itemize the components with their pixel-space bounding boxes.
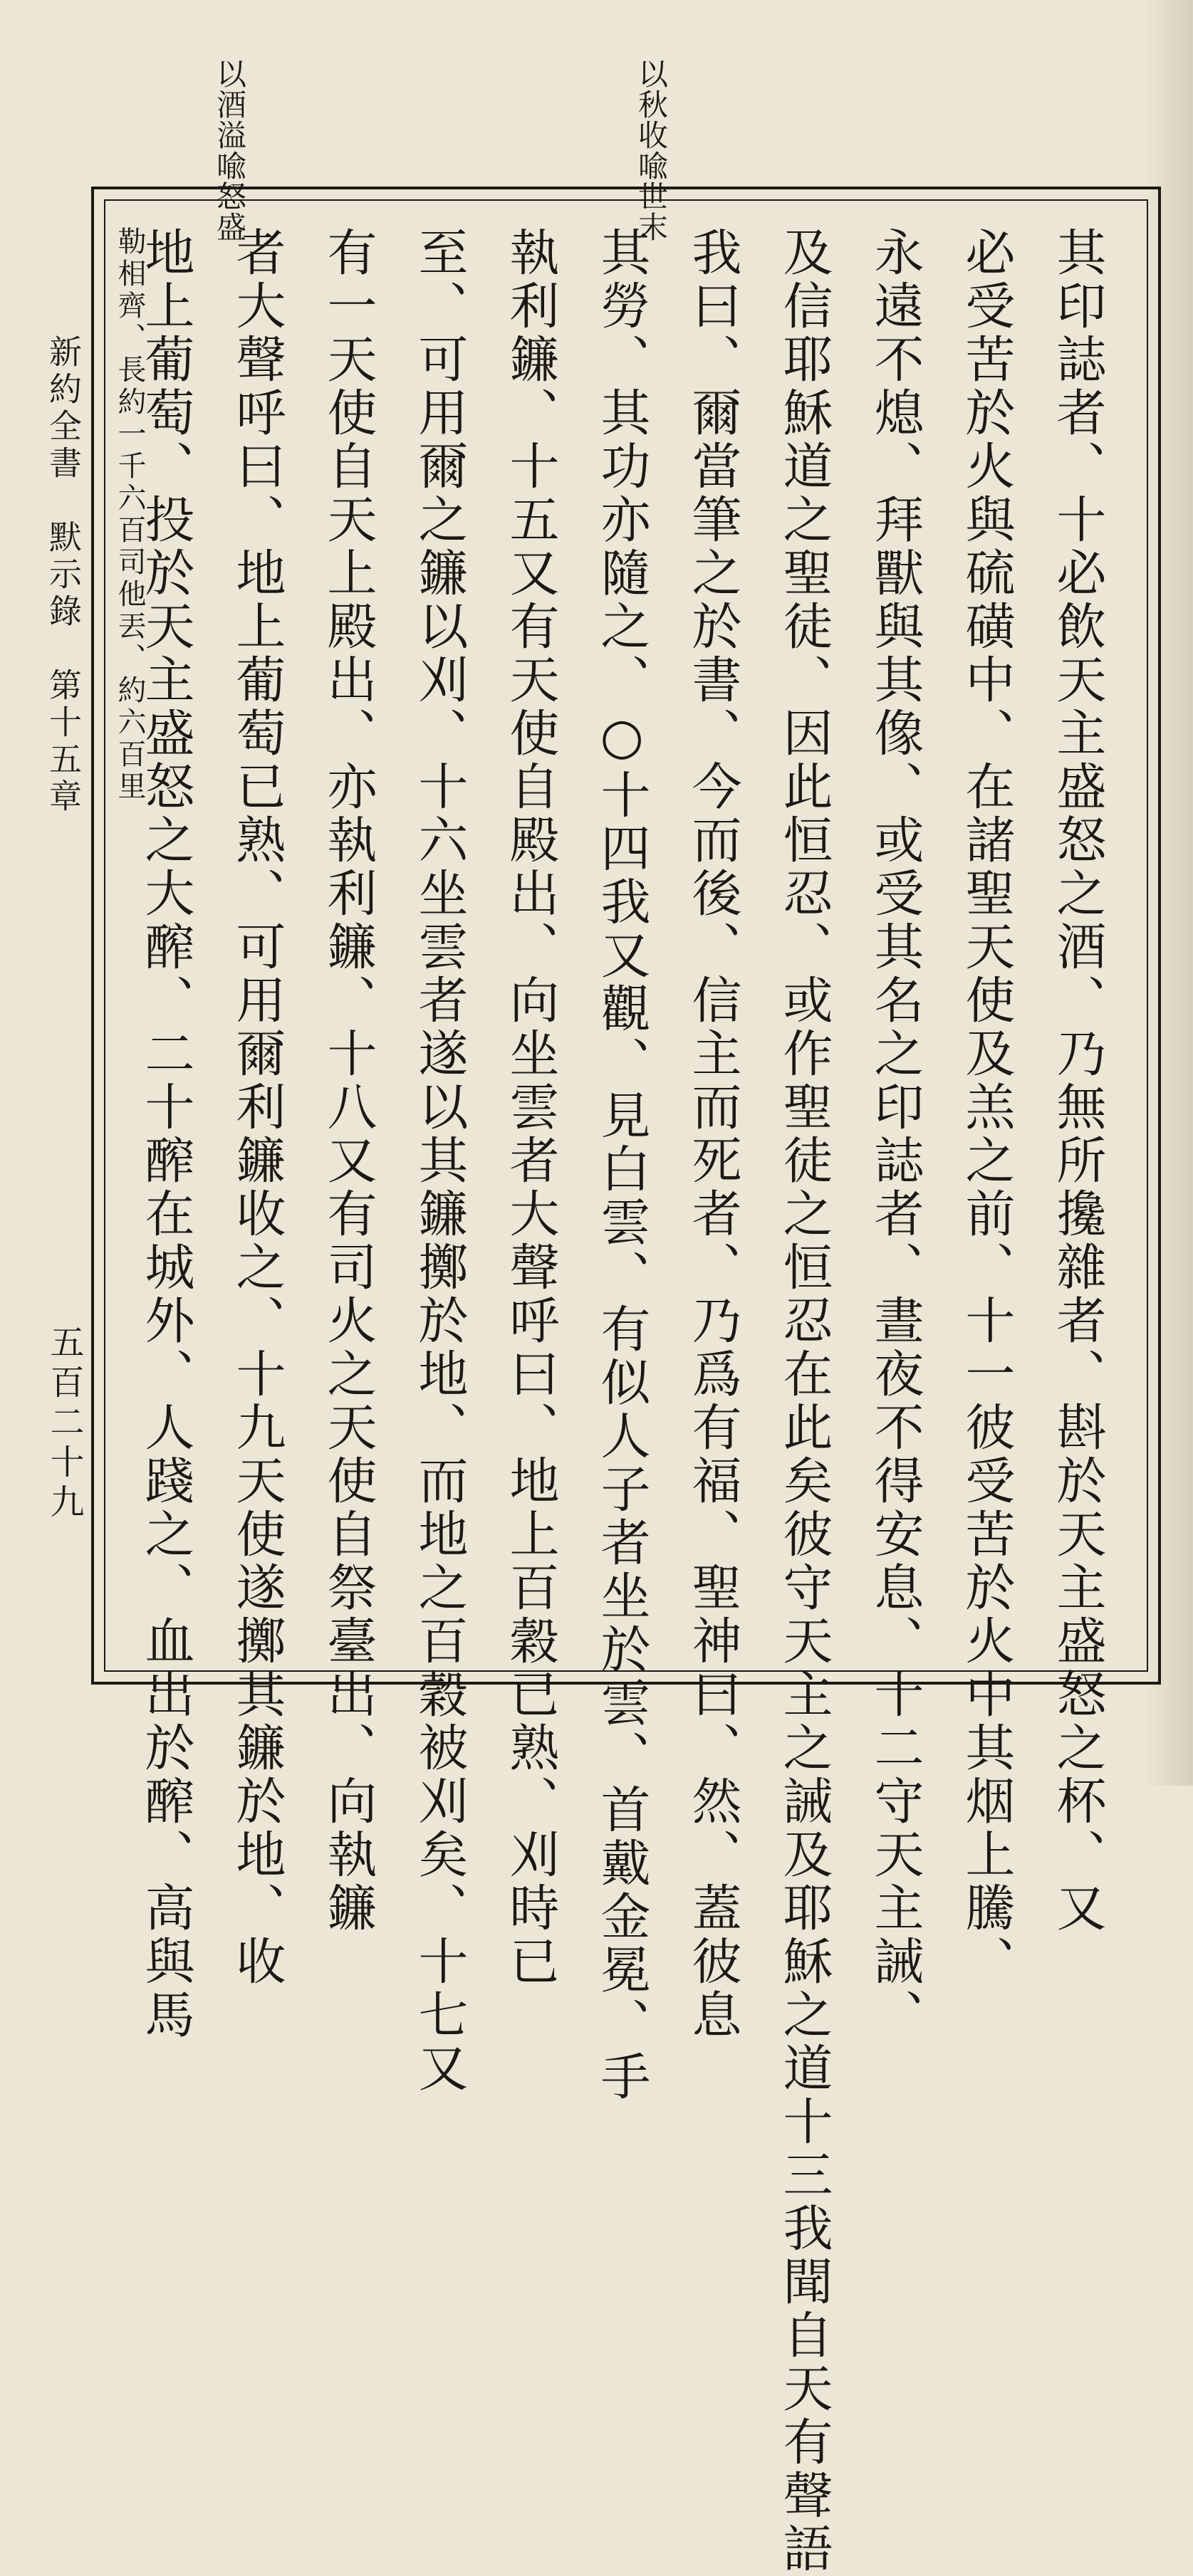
- text-column-4: 及信耶穌道之聖徒、因此恒忍、或作聖徒之恒忍在此矣彼守天主之誡及耶穌之道十三我聞自天有聲語: [775, 226, 833, 2576]
- text-column-12: 勒相齊、長約一千六百司他丟、約六百里: [113, 226, 146, 803]
- text-column-8: 至、可用爾之鐮以刈、十六坐雲者遂以其鐮擲於地、而地之百穀被刈矣、十七又: [410, 226, 469, 2095]
- page-number: 五百二十九: [44, 1324, 84, 1524]
- running-head: 新約全書 默示錄 第十五章: [44, 335, 83, 816]
- text-column-1: 其印誌者、十必飲天主盛怒之酒、乃無所攙雜者、斟於天主盛怒之杯、又: [1048, 226, 1107, 1935]
- text-column-7: 執利鐮、十五又有天使自殿出、向坐雲者大聲呼曰、地上百穀已熟、刈時已: [501, 226, 560, 1989]
- margin-note-wine: 以酒溢喩怒盛: [212, 58, 247, 242]
- margin-note-harvest: 以秋收喩世末: [634, 58, 669, 242]
- text-column-3: 永遠不熄、拜獸與其像、或受其名之印誌者、晝夜不得安息、十二守天主誡、: [866, 226, 924, 2042]
- text-column-6: 其勞、其功亦隨之、○十四我又觀、見白雲、有似人子者坐於雲、首戴金冕、手: [593, 226, 651, 2104]
- text-column-11: 地上葡萄、投於天主盛怒之大醡、二十醡在城外、人踐之、血出於醡、高與馬: [137, 226, 195, 2042]
- text-column-9: 有一天使自天上殿出、亦執利鐮、十八又有司火之天使自祭臺出、向執鐮: [319, 226, 377, 1935]
- text-column-5: 我曰、爾當筆之於書、今而後、信主而死者、乃爲有福、聖神曰、然、蓋彼息: [684, 226, 742, 2042]
- text-column-2: 必受苦於火與硫磺中、在諸聖天使及羔之前、十一彼受苦於火中其烟上騰、: [957, 226, 1016, 1989]
- text-column-10: 者大聲呼曰、地上葡萄已熟、可用爾利鐮收之、十九天使遂擲其鐮於地、收: [228, 226, 286, 1989]
